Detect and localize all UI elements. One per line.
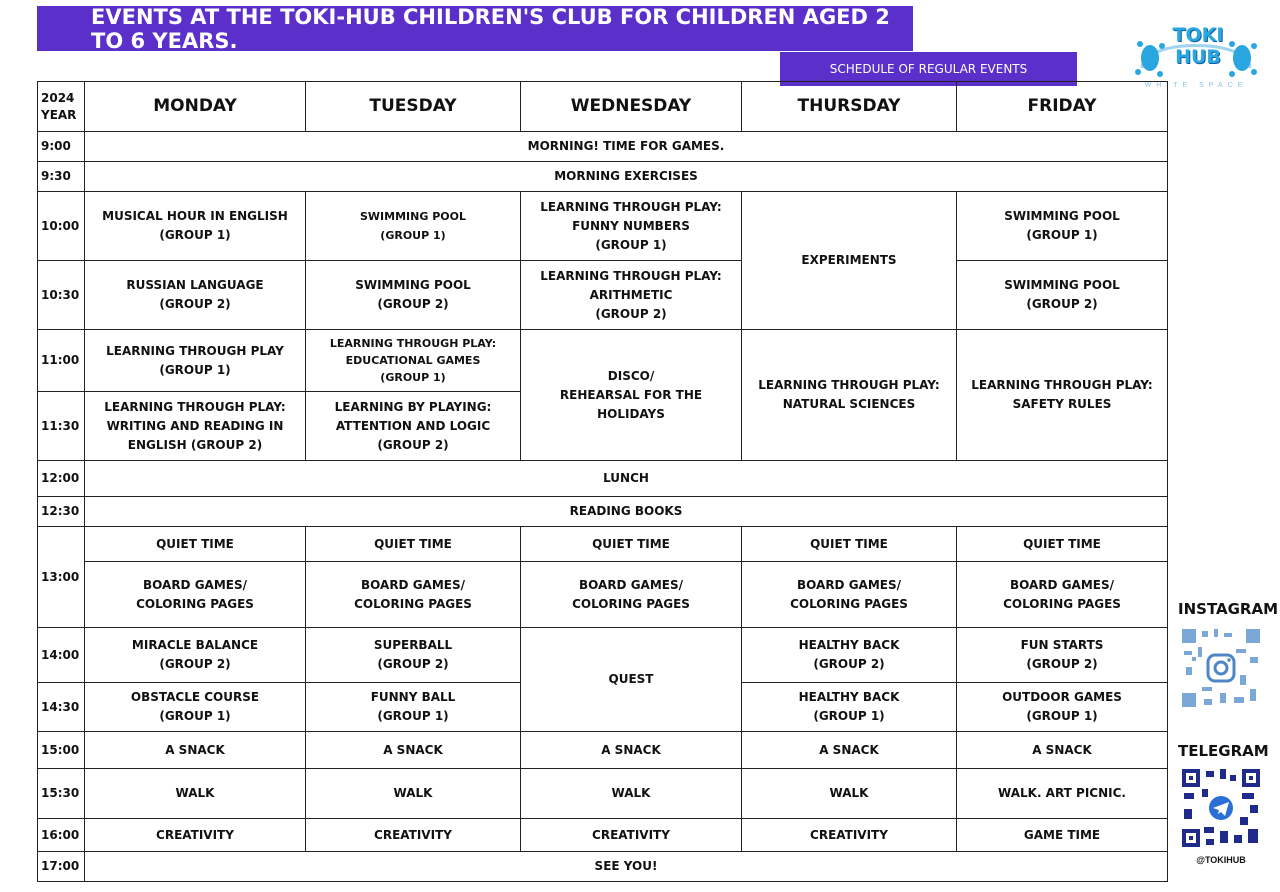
day-header-wednesday: WEDNESDAY [521, 82, 742, 132]
event-cell: LEARNING THROUGH PLAY: EDUCATIONAL GAMES (GROUP 1) [306, 330, 521, 392]
event-cell: LEARNING THROUGH PLAY: WRITING AND READING IN ENGLISH (GROUP 2) [85, 392, 306, 461]
event-cell: LEARNING THROUGH PLAY: NATURAL SCIENCES [742, 330, 957, 461]
year-cell: 2024 YEAR [38, 82, 85, 132]
event-cell: QUIET TIME [306, 527, 521, 562]
table-row [38, 497, 1168, 527]
event-cell: QUEST [521, 628, 742, 732]
event-cell: SWIMMING POOL (GROUP 2) [957, 261, 1168, 330]
table-row [38, 769, 1168, 819]
event-cell: BOARD GAMES/ COLORING PAGES [85, 562, 306, 628]
event-cell: READING BOOKS [85, 497, 1168, 527]
social-handle: @TOKIHUB [1196, 855, 1246, 865]
event-cell: WALK. ART PICNIC. [957, 769, 1168, 819]
event-cell: CREATIVITY [85, 819, 306, 852]
event-cell: BOARD GAMES/ COLORING PAGES [742, 562, 957, 628]
time-cell: 10:30 [38, 261, 85, 330]
schedule-table [37, 81, 1168, 882]
time-cell: 15:00 [38, 732, 85, 769]
event-cell: LEARNING BY PLAYING: ATTENTION AND LOGIC (GROUP 2) [306, 392, 521, 461]
event-cell: OBSTACLE COURSE (GROUP 1) [85, 683, 306, 732]
event-cell: EXPERIMENTS [742, 192, 957, 330]
event-cell: LEARNING THROUGH PLAY: ARITHMETIC (GROUP 2) [521, 261, 742, 330]
event-cell: GAME TIME [957, 819, 1168, 852]
event-cell: QUIET TIME [957, 527, 1168, 562]
time-cell: 9:00 [38, 132, 85, 162]
table-row [38, 732, 1168, 769]
time-cell: 9:30 [38, 162, 85, 192]
event-cell: QUIET TIME [521, 527, 742, 562]
time-cell: 13:00 [38, 527, 85, 628]
telegram-label: TELEGRAM [1178, 742, 1269, 760]
event-cell: QUIET TIME [742, 527, 957, 562]
logo-text-line2: HUB [1175, 46, 1221, 68]
event-cell: SWIMMING POOL (GROUP 1) [957, 192, 1168, 261]
event-cell: WALK [521, 769, 742, 819]
day-header-monday: MONDAY [85, 82, 306, 132]
day-header-thursday: THURSDAY [742, 82, 957, 132]
event-cell: WALK [85, 769, 306, 819]
event-cell: BOARD GAMES/ COLORING PAGES [306, 562, 521, 628]
event-cell: QUIET TIME [85, 527, 306, 562]
event-cell: CREATIVITY [742, 819, 957, 852]
time-cell: 11:30 [38, 392, 85, 461]
event-cell: SEE YOU! [85, 852, 1168, 882]
event-cell: A SNACK [85, 732, 306, 769]
telegram-qr-code[interactable] [1180, 767, 1262, 849]
table-row [38, 192, 1168, 261]
event-cell: BOARD GAMES/ COLORING PAGES [957, 562, 1168, 628]
event-cell: A SNACK [521, 732, 742, 769]
event-cell: MIRACLE BALANCE (GROUP 2) [85, 628, 306, 683]
logo-tagline: WHITE SPACE [1144, 82, 1248, 89]
event-cell: MORNING! TIME FOR GAMES. [85, 132, 1168, 162]
event-cell: CREATIVITY [306, 819, 521, 852]
day-header-friday: FRIDAY [957, 82, 1168, 132]
table-row [38, 132, 1168, 162]
page-title: EVENTS AT THE TOKI-HUB CHILDREN'S CLUB FOR CHILDREN AGED 2 TO 6 YEARS. [37, 6, 913, 51]
event-cell: WALK [742, 769, 957, 819]
day-header-tuesday: TUESDAY [306, 82, 521, 132]
event-cell: FUNNY BALL (GROUP 1) [306, 683, 521, 732]
instagram-qr-code[interactable] [1180, 627, 1262, 709]
event-cell: HEALTHY BACK (GROUP 2) [742, 628, 957, 683]
table-row [38, 819, 1168, 852]
table-row [38, 162, 1168, 192]
event-cell: FUN STARTS (GROUP 2) [957, 628, 1168, 683]
event-cell: LEARNING THROUGH PLAY (GROUP 1) [85, 330, 306, 392]
logo-text-line1: TOKI [1172, 24, 1224, 46]
time-cell: 11:00 [38, 330, 85, 392]
event-cell: MORNING EXERCISES [85, 162, 1168, 192]
event-cell: LEARNING THROUGH PLAY: FUNNY NUMBERS (GROUP 1) [521, 192, 742, 261]
time-cell: 10:00 [38, 192, 85, 261]
event-cell: SUPERBALL (GROUP 2) [306, 628, 521, 683]
event-cell: LUNCH [85, 461, 1168, 497]
table-row [38, 527, 1168, 562]
table-row [38, 261, 1168, 330]
event-cell: DISCO/ REHEARSAL FOR THE HOLIDAYS [521, 330, 742, 461]
table-row [38, 461, 1168, 497]
instagram-label: INSTAGRAM [1178, 600, 1279, 618]
table-row [38, 330, 1168, 392]
event-cell: BOARD GAMES/ COLORING PAGES [521, 562, 742, 628]
time-cell: 14:30 [38, 683, 85, 732]
table-row [38, 628, 1168, 683]
table-row [38, 852, 1168, 882]
time-cell: 12:30 [38, 497, 85, 527]
time-cell: 17:00 [38, 852, 85, 882]
time-cell: 12:00 [38, 461, 85, 497]
logo-text [1162, 24, 1234, 68]
event-cell: A SNACK [742, 732, 957, 769]
event-cell: OUTDOOR GAMES (GROUP 1) [957, 683, 1168, 732]
event-cell: HEALTHY BACK (GROUP 1) [742, 683, 957, 732]
header-row [38, 82, 1168, 132]
time-cell: 14:00 [38, 628, 85, 683]
event-cell: MUSICAL HOUR IN ENGLISH (GROUP 1) [85, 192, 306, 261]
event-cell: LEARNING THROUGH PLAY: SAFETY RULES [957, 330, 1168, 461]
schedule-subtitle: SCHEDULE OF REGULAR EVENTS [780, 52, 1077, 86]
event-cell: RUSSIAN LANGUAGE (GROUP 2) [85, 261, 306, 330]
table-row [38, 562, 1168, 628]
event-cell: SWIMMING POOL (GROUP 2) [306, 261, 521, 330]
time-cell: 15:30 [38, 769, 85, 819]
event-cell: SWIMMING POOL (GROUP 1) [306, 192, 521, 261]
time-cell: 16:00 [38, 819, 85, 852]
event-cell: A SNACK [957, 732, 1168, 769]
event-cell: WALK [306, 769, 521, 819]
event-cell: A SNACK [306, 732, 521, 769]
event-cell: CREATIVITY [521, 819, 742, 852]
